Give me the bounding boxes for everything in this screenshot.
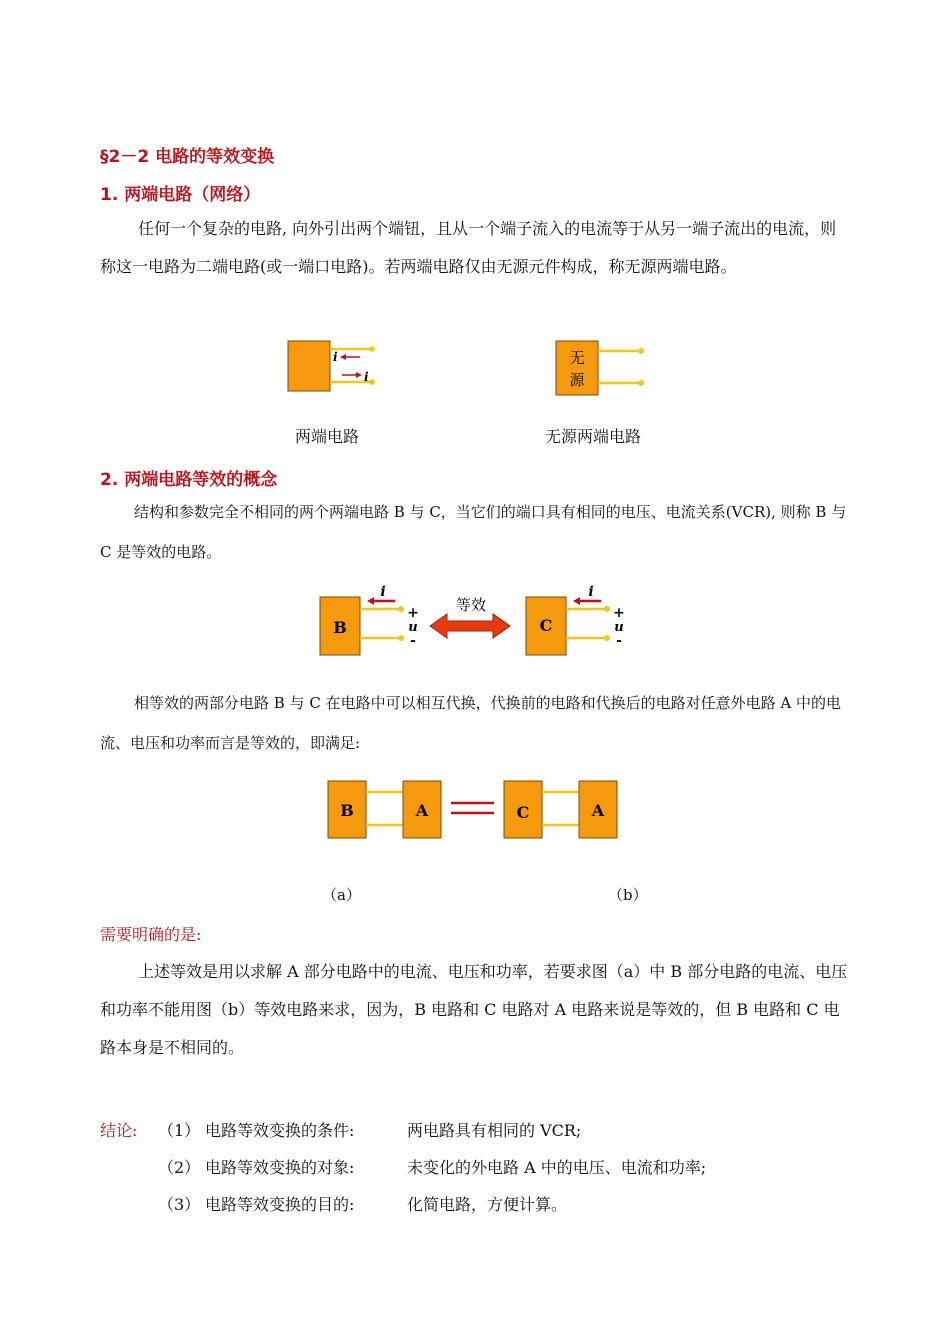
box-b-label: B (333, 618, 347, 637)
b-plus: + (407, 605, 419, 621)
conclusion-item-2-value: 未变化的外电路 A 中的电压、电流和功率; (407, 1158, 707, 1177)
caption-passive-two-terminal: 无源两端电路 (545, 427, 642, 446)
fig3-label-a1: A (415, 801, 429, 820)
caption-b: （b） (608, 886, 648, 904)
current-label-top: i (333, 350, 338, 364)
c-minus: - (616, 633, 622, 649)
b-dot-top (398, 606, 404, 612)
paragraph-equivalence-definition: 结构和参数完全不相同的两个两端电路 B 与 C，当它们的端口具有相同的电压、电流关系(VCR), 则称 B 与 C 是等效的电路。 (100, 503, 847, 561)
conclusion-item-3-name: 电路等效变换的目的: (205, 1195, 355, 1214)
c-dot-bottom (604, 635, 610, 641)
paragraph-two-terminal-definition: 任何一个复杂的电路, 向外引出两个端钮，且从一个端子流入的电流等于从另一端子流出的电流，则称这一电路为二端电路(或一端口电路)。若两端电路仅由无源元件构成，称无源两端电路。 (100, 219, 837, 276)
fig3-label-c: C (516, 803, 530, 822)
c-plus: + (613, 605, 625, 621)
conclusion-item-1-value: 两电路具有相同的 VCR; (407, 1121, 582, 1140)
conclusion-item-1-num: （1） (158, 1121, 201, 1140)
conclusion-item-1-name: 电路等效变换的条件: (205, 1121, 355, 1140)
equivalence-arrow (430, 614, 510, 638)
b-current-label: i (380, 585, 386, 600)
heading-two-terminal-circuit: 1. 两端电路（网络） (100, 185, 261, 205)
c-current-label: i (588, 585, 594, 600)
current-arrow-in-head (340, 354, 346, 360)
current-label-bottom: i (364, 370, 369, 384)
conclusion-label: 结论: (100, 1121, 138, 1140)
b-dot-bottom (398, 635, 404, 641)
passive-dot-bottom (638, 380, 644, 386)
c-dot-top (604, 606, 610, 612)
section-title: §2－2 电路的等效变换 (100, 147, 275, 167)
b-minus: - (410, 633, 416, 649)
current-arrow-out-head (356, 372, 362, 378)
note-heading: 需要明确的是: (100, 925, 202, 944)
fig3-label-a2: A (591, 801, 605, 820)
heading-equivalence-concept: 2. 两端电路等效的概念 (100, 470, 278, 490)
passive-label-1: 无 (569, 349, 585, 367)
conclusion-item-3-value: 化简电路，方便计算。 (407, 1195, 568, 1214)
caption-two-terminal: 两端电路 (295, 427, 360, 446)
b-voltage-label: u (408, 620, 418, 635)
terminal-dot-bottom (369, 379, 375, 385)
two-terminal-box (288, 341, 330, 391)
conclusion-item-2-num: （2） (158, 1158, 201, 1177)
terminal-dot-top (369, 346, 375, 352)
paragraph-substitution: 相等效的两部分电路 B 与 C 在电路中可以相互代换，代换前的电路和代换后的电路对任意外电路 A 中的电流、电压和功率而言是等效的，即满足: (100, 694, 841, 752)
b-current-arrow-head (367, 597, 374, 605)
equivalence-label: 等效 (455, 596, 487, 614)
box-c-label: C (539, 616, 553, 635)
conclusion-item-2-name: 电路等效变换的对象: (205, 1158, 355, 1177)
figure-two-terminal-circuits (280, 335, 670, 400)
fig3-label-b: B (340, 801, 354, 820)
conclusion-item-3-num: （3） (158, 1195, 201, 1214)
c-current-arrow-head (573, 597, 580, 605)
c-voltage-label: u (614, 620, 624, 635)
note-paragraph: 上述等效是用以求解 A 部分电路中的电流、电压和功率，若要求图（a）中 B 部分电路的电流、电压和功率不能用图（b）等效电路来求，因为，B 电路和 C 电路对 A 电路来说是等效的，但 B 电路和 C 电路本身是不相同的。 (100, 962, 848, 1057)
passive-dot-top (638, 348, 644, 354)
caption-a: （a） (322, 886, 361, 904)
figure-substitution (325, 778, 625, 842)
figure-equivalence (315, 585, 635, 660)
passive-label-2: 源 (569, 371, 585, 389)
